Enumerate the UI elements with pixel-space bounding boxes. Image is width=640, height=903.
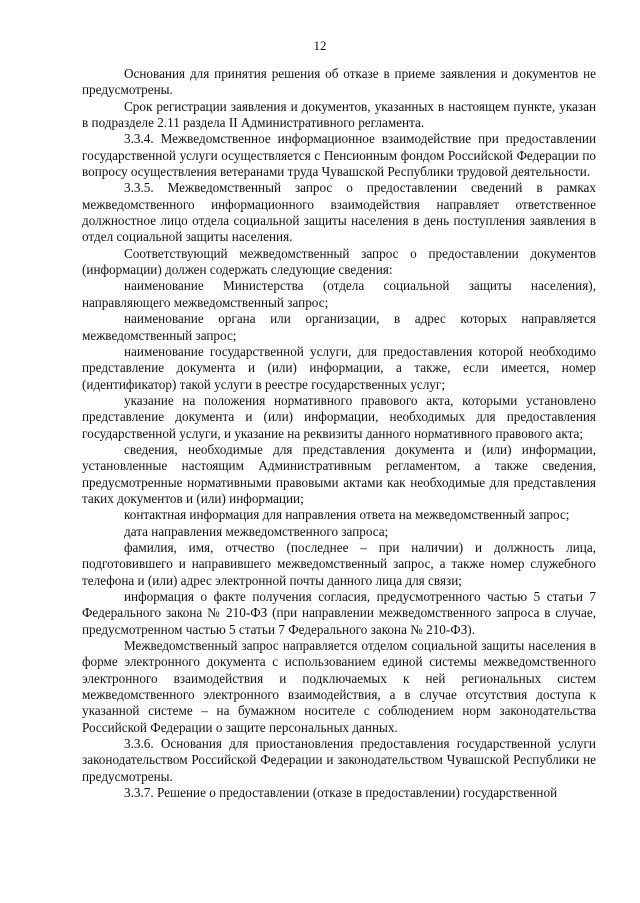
paragraph: наименование государственной услуги, для предоставления которой необходимо представление документа и (или) информации, а также, если имеется, номер (идентификатор) такой услуги в реестре государственных услуг; xyxy=(82,343,596,392)
paragraph: наименование органа или организации, в адрес которых направляется межведомственный запрос; xyxy=(82,311,596,343)
paragraph: 3.3.7. Решение о предоставлении (отказе в предоставлении) государственной xyxy=(124,785,558,801)
paragraph: 3.3.4. Межведомственное информационное взаимодействие при предоставлении государственной услуги осуществляется с Пенсионным фондом Российской Федерации по вопросу осуществления ветеранами труда Чувашской Республики трудовой деятельности. xyxy=(82,131,596,180)
paragraph: Основания для принятия решения об отказе в приеме заявления и документов не предусмотрены. xyxy=(82,66,596,98)
paragraph: контактная информация для направления ответа на межведомственный запрос; xyxy=(124,507,570,523)
paragraph: 3.3.5. Межведомственный запрос о предоставлении сведений в рамках межведомственного информационного взаимодействия направляет ответственное должностное лицо отдела социальной защиты населения в день поступления заявления в отдел социальной защиты населения. xyxy=(82,180,596,245)
document-body xyxy=(82,66,596,801)
paragraph: Соответствующий межведомственный запрос о предоставлении документов (информации) должен содержать следующие сведения: xyxy=(82,245,596,278)
paragraph: 3.3.6. Основания для приостановления предоставления государственной услуги законодательством Российской Федерации и законодательством Чувашской Республики не предусмотрены. xyxy=(82,736,596,784)
paragraph: информация о факте получения согласия, предусмотренного частью 5 статьи 7 Федерального закона № 210-ФЗ (при направлении межведомственного запроса в случае, предусмотренном частью 5 статьи 7 Федерального закона № 210-ФЗ). xyxy=(82,589,596,637)
page-number: 12 xyxy=(313,38,327,53)
paragraph: Межведомственный запрос направляется отделом социальной защиты населения в форме электронного документа с использованием единой системы межведомственного электронного взаимодействия и подключаемых к ней региональных систем межведомственного электронного взаимодействия, а в случае отсутствия доступа к указанной системе – на бумажном носителе с соблюдением норм законодательства Российской Федерации о защите персональных данных. xyxy=(82,638,596,735)
paragraph: указание на положения нормативного правового акта, которыми установлено представление документа и (или) информации, необходимых для предоставления государственной услуги, и указание на реквизиты данного нормативного правового акта; xyxy=(82,392,596,441)
paragraph: наименование Министерства (отдела социальной защиты населения), направляющего межведомственный запрос; xyxy=(82,278,596,310)
paragraph: дата направления межведомственного запроса; xyxy=(124,523,389,539)
paragraph: сведения, необходимые для представления документа и (или) информации, установленные настоящим Административным регламентом, а также сведения, предусмотренные нормативными правовыми актами как необходимые для представления таких документов и (или) информации; xyxy=(82,441,596,506)
paragraph: Срок регистрации заявления и документов, указанных в настоящем пункте, указан в подразделе 2.11 раздела II Административного регламента. xyxy=(82,98,596,131)
paragraph: фамилия, имя, отчество (последнее – при наличии) и должность лица, подготовившего и направившего межведомственный запрос, а также номер служебного телефона и (или) адрес электронной почты данного лица для связи; xyxy=(82,539,596,588)
